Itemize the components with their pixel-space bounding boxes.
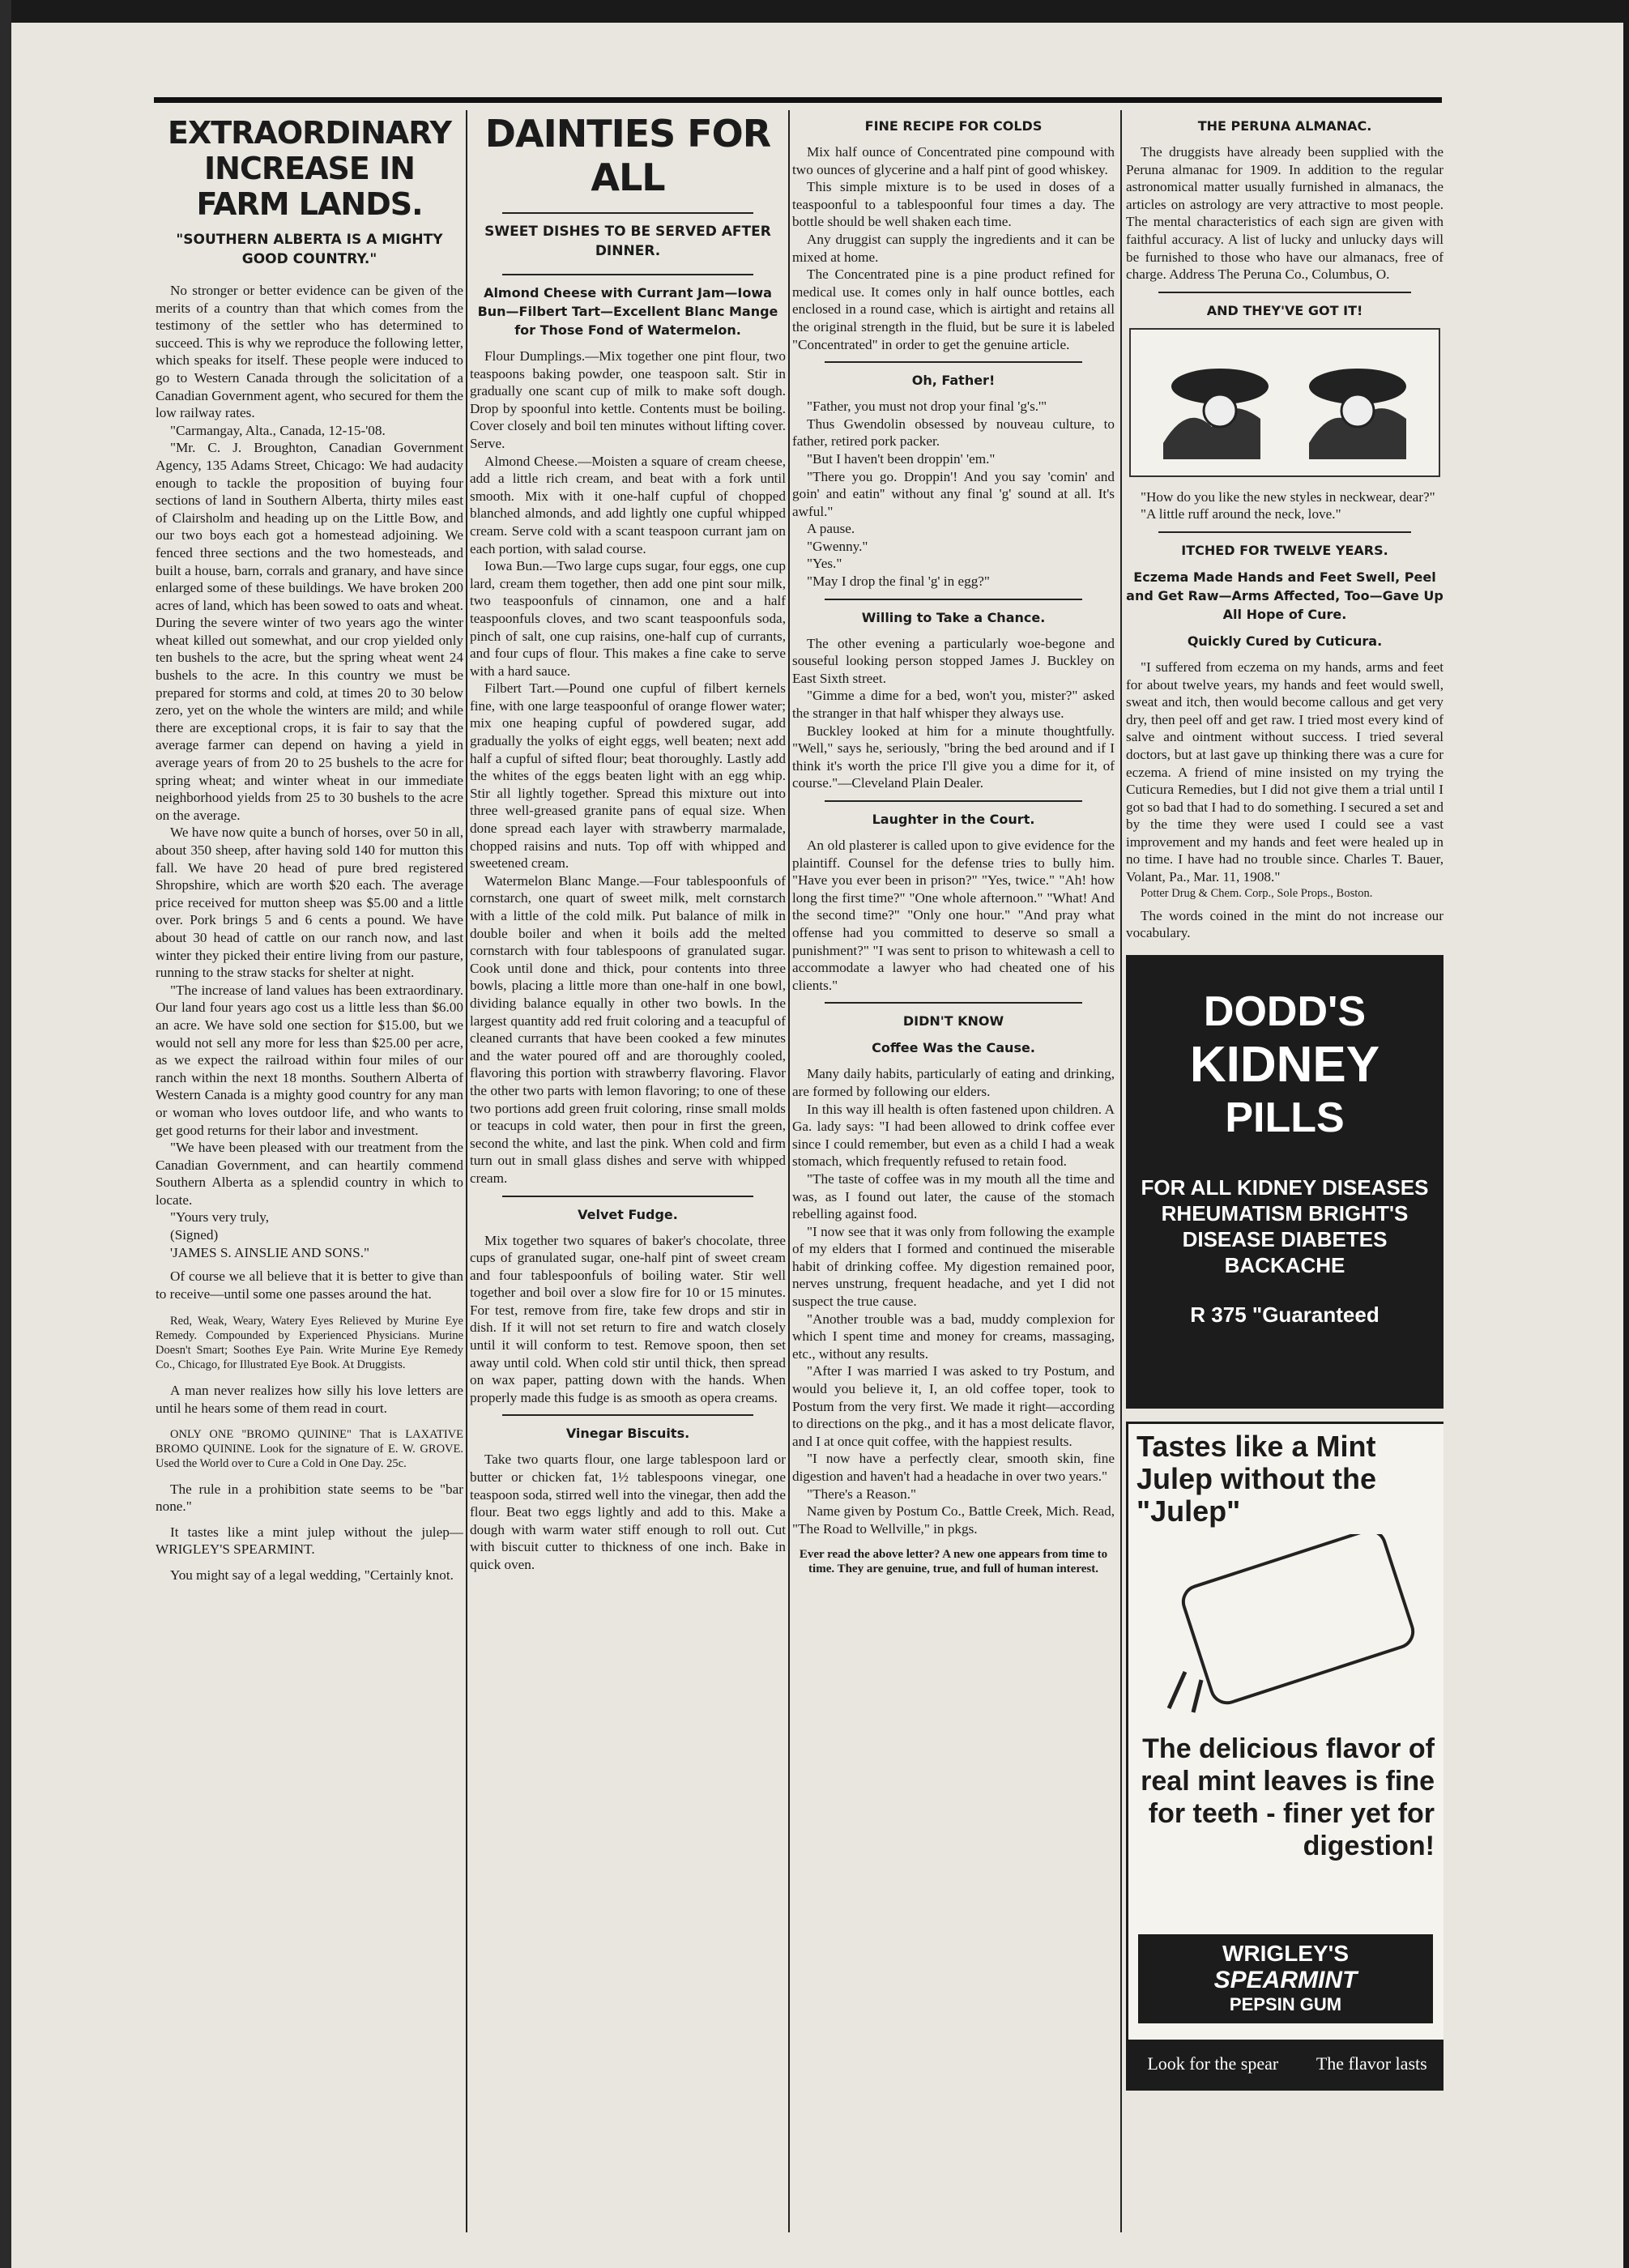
paragraph: "Gwenny." [807,538,868,554]
paragraph: Almond Cheese.—Moisten a square of cream cheese, add a little rich cream, and beat with a fork until smooth. Mix with it one-half cupful of chopped blanched almonds, and add lightly one cupful whipped cream. Serve cold with a scant teaspoon currant jam on each portion, with salad course. [470,453,786,556]
paragraph: An old plasterer is called upon to give evidence for the plaintiff. Counsel for the defense tries to bully him. "Have you ever been in prison?" "Yes, twice." "Ah! how long the first time?" "One whole afternoon." "What! And the second time?" "Only one hour." "And pray what offense had you committed to deserve so small a punishment?" "I was sent to prison to whitewash a cell to accommodate a lawyer who had cheated one of his clients." [792,838,1115,993]
pills-line: PILLS [1225,1094,1345,1141]
paragraph: "May I drop the final 'g' in egg?" [807,573,990,590]
flavor-lasts-text: The flavor lasts [1316,2053,1427,2074]
wrigley-spearmint-ad [1126,1422,1443,2091]
paragraph: "The increase of land values has been extraordinary. Our land four years ago cost us a little less than $6.00 an acre. We have sold one section for $15.00, but we would not sell any more for less than $25.00 per acre, as we expect the railroad within four miles of our ranch within the next 18 months. Southern Alberta of Western Canada is a mighty good country for any man or woman who loves outdoor life, and who wants to get good returns for their labor and investment. [156,982,463,1138]
dodds-line: DODD'S [1203,987,1367,1035]
julep-glass-icon [1128,1534,1443,1720]
divider [825,599,1082,600]
headline-farm-lands: EXTRAORDINARY INCREASE IN FARM LANDS. [167,115,451,222]
cartoon-illustration [1129,328,1440,477]
scan-edge [0,0,11,2268]
paragraph: "I now see that it was only from following the example of my elders that I formed and continued the miserable habit of drinking coffee. My digestion remained poor, nerves unstrung, frequent headache, and yet I did not suspect the true cause. [792,1223,1115,1310]
paragraph: You might say of a legal wedding, "Certainly knot. [170,1567,454,1583]
headline-got-it: AND THEY'VE GOT IT! [1206,302,1363,318]
potter-credit: Potter Drug & Chem. Corp., Sole Props., Boston. [1141,886,1373,900]
paragraph: The Concentrated pine is a pine product refined for medical use. It comes only in half ounce bottles, each enclosed in a round case, which is airtight and retains all the original strength in the fluid, but be sure it is labeled "Concentrated" in order to get the genuine article. [792,266,1115,352]
paragraph: In this way ill health is often fastened upon children. A Ga. lady says: "I had been allowed to drink coffee ever since I could remember, but even as a child I had a weak stomach, which frequently refused to retain food. [792,1101,1115,1170]
subhead-eczema: Eczema Made Hands and Feet Swell, Peel and Get Raw—Arms Affected, Too—Gave Up All Hope of Cure. [1126,569,1443,622]
wrigley-tagline: The delicious flavor of real mint leaves is fine for teeth - finer yet for digestion! [1141,1733,1435,1861]
paragraph: Mix together two squares of baker's chocolate, three cups of granulated sugar, one-half pint of sweet cream and four tablespoonfuls of boiling water. Stir well together and boil over a slow fire for 10 or 15 minutes. For test, remove from fire, take few drops and stir in dish. If it will not set return to fire and watch closely until it will conform to test. Remove spoon, then set away until cold. When cold stir until thick, then spread on wax paper, patting down with the hands. When properly made this fudge is as smooth as opera creams. [470,1232,786,1405]
divider [502,1414,753,1416]
paragraph: "I suffered from eczema on my hands, arms and feet for about twelve years, my hands and feet would swell, sweat and itch, then would become callous and get very dry, then peel off and get raw. I tried most every kind of salve and ointment without success. I tried several doctors, but at last gave up thinking there was a cure for eczema. A friend of mine insisted on my trying the Cuticura Remedies, but I did not give them a trial until I got so bad that I had to do something. I secured a set and by the time they were used I could see a vast improvement and my hands and feet were healed up in no time. I have had no trouble since. Charles T. Bauer, Volant, Pa., Mar. 11, 1908." [1126,659,1443,885]
column-rule [788,110,790,2232]
paragraph: "Another trouble was a bad, muddy complexion for which I spent time and money for creams, massaging, etc., without any results. [792,1311,1115,1362]
headline-dainties: DAINTIES FOR ALL [484,112,771,199]
paragraph: "There's a Reason." [807,1486,917,1502]
paragraph: The words coined in the mint do not increase our vocabulary. [1126,907,1443,941]
divider [825,1002,1082,1004]
paragraph: Buckley looked at him for a minute thoughtfully. "Well," says he, seriously, "bring the bed around and if I think it's worth the price I'll give you a dime for it, of course."—Cleveland Plain Dealer. [792,723,1115,791]
paragraph: Filbert Tart.—Pound one cupful of filbert kernels fine, with one large teaspoonful of orange flower water; mix one heaping cupful of powdered sugar, add gradually the yolks of eight eggs, well beaten; next add half a cupful of sifted flour; beat thoroughly. Lastly add the whites of the eggs beaten light with an egg whip. Stir all lightly together. Spread this mixture out into three well-greased granite pans of equal size. When done spread each layer with strawberry marmalade, chopped raisins and nuts. Top off with whipped and sweetened cream. [470,680,786,872]
gum-flavor: SPEARMINT [1213,1966,1358,1993]
divider [825,800,1082,802]
paragraph: Flour Dumplings.—Mix together one pint flour, two teaspoons baking powder, one teaspoon salt. Stir in gradually one scant cup of milk to make soft dough. Drop by spoonful into kettle. Contents must be boiling. Cover closely and boil ten minutes without lifting cover. Serve. [470,348,786,451]
column-2 [470,110,786,2249]
paragraph: "I now have a perfectly clear, smooth skin, fine digestion and haven't had a headache in over two years." [792,1451,1115,1484]
paragraph: We have now quite a bunch of horses, over 50 in all, about 350 sheep, after having sold 140 for mutton this fall. We have 20 head of pure bred registered Shropshire, which are worth $20 each. The average price received for mutton sheep was $5.00 and a little over. Pork brings 5 and 6 cents a pound. We have about 30 head of cattle on our ranch now, and last winter they picked their entire living from our pasture, running to the straw stacks for shelter at night. [156,825,463,981]
paragraph: "A little ruff around the neck, love." [1141,506,1341,522]
divider [502,274,753,275]
paragraph: "Mr. C. J. Broughton, Canadian Government Agency, 135 Adams Street, Chicago: We had audacity enough to tackle the proposition of buying four sections of land in Southern Alberta, thirty miles east of Clairsholm and heading up on the Little Bow, and our two boys each got a homestead adjoining. We fenced three sections and the two homesteads, and built a house, barn, corrals and granary, and have since enlarged some of these buildings. We have broken 200 acres of land, which has been sowed to oats and wheat. During the severe winter of two years ago the winter wheat killed out somewhat, and our crop yielded only ten bushels to the acre, but the spring wheat went 24 bushels to the acre. In this country we must be prepared for storms and cold, at times 20 to 30 below zero, yet on the whole the winters are mild; and while there are exceptional crops, it is fair to say that the average farmer can depend on having a yield in average years of from 20 to 25 bushels to the acre for spring wheat; and winter wheat in our immediate neighborhood yields from 25 to 30 bushels to the acre on the average. [156,440,463,823]
postum-tagline: Ever read the above letter? A new one appears from time to time. They are genuine, true, and full of human interest. [799,1548,1108,1576]
paragraph: This simple mixture is to be used in doses of a teaspoonful to a tablespoonful four times a day. The bottle should be well shaken each time. [792,179,1115,230]
gum-type: PEPSIN GUM [1229,1993,1342,2014]
paragraph: Take two quarts flour, one large tablespoon lard or butter or chicken fat, 1½ tablespoons vinegar, one teaspoon soda, stirred well into the vinegar, then add the flour. Beat two eggs lightly and add to this. Make a dough with warm water stiff enough to roll out. Cut with biscuit cutter to thickness of one inch. Bake in quick oven. [470,1452,786,1572]
paragraph: "Yes." [807,556,842,572]
paragraph: "The taste of coffee was in my mouth all the time and was, as I found out later, the cause of the stomach rebelling against food. [792,1170,1115,1222]
guaranteed-line: R 375 "Guaranteed [1190,1302,1380,1327]
paragraph: "But I haven't been droppin' 'em." [807,450,996,467]
paragraph: "How do you like the new styles in neckwear, dear?" [1141,488,1435,505]
signature: 'JAMES S. AINSLIE AND SONS." [170,1244,370,1260]
paragraph: (Signed) [170,1227,219,1243]
paragraph: A man never realizes how silly his love letters are until he hears some of them read in court. [156,1383,463,1417]
headline-recipe-colds: FINE RECIPE FOR COLDS [864,118,1043,134]
paragraph: Mix half ounce of Concentrated pine compound with two ounces of glycerine and a half pint of good whiskey. [792,144,1115,177]
gum-brand: WRIGLEY'S [1222,1940,1349,1966]
paragraph: A pause. [807,521,855,537]
paragraph: "After I was married I was asked to try Postum, and would you believe it, I, an old coffee toper, took to Postum from the very first. We made it right—according to directions on the pkg., and it has a most delicate flavor, and I at once quit coffee, with the happiest results. [792,1363,1115,1449]
paragraph: Watermelon Blanc Mange.—Four tablespoonfuls of cornstarch, one quart of sweet milk, melt cornstarch with a little of the cold milk. Put balance of milk in double boiler and when it boils add the melted cornstarch with four tablespoons of granulated sugar. Cook until done and thick, pour contents into three bowls, placing a little more than one-half in one bowl, dividing balance equally in other two bowls. In the largest quantity add red fruit coloring and a teacupful of cleaned currants that have been cooked a few minutes and the water poured off and are thoroughly cooled, flavoring this portion with strawberry flavoring. Flavor the other two parts with lemon flavoring; to one of these two portions add green fruit coloring, rinse small molds or teacups in cold water, then pour in first the green, second the white, and last the pink. When cold and firm turn out in small glass dishes and serve with whipped cream. [470,872,786,1186]
divider [825,361,1082,363]
divider [502,1196,753,1197]
headline-didnt-know: DIDN'T KNOW [902,1013,1004,1030]
divider [1158,531,1411,533]
subhead-recipes: Almond Cheese with Currant Jam—Iowa Bun—Filbert Tart—Excellent Blanc Mange for Those Fond of Watermelon. [477,285,778,338]
paragraph: The rule in a prohibition state seems to be "bar none." [156,1481,463,1515]
cartoon-figures-icon [1131,330,1435,472]
paragraph: Many daily habits, particularly of eating and drinking, are formed by following our elders. [792,1066,1115,1099]
subhead-velvet-fudge: Velvet Fudge. [578,1206,678,1222]
paragraph: Iowa Bun.—Two large cups sugar, four eggs, one cup lard, cream them together, then add one pint sour milk, two teaspoonfuls of cinnamon, one and a half teaspoonfuls cloves, and two scant teaspoonfuls soda, pinch of salt, one cup raisins, one-half cup of currants, and four cups of flour. This makes a fine cake to serve with a hard sauce. [470,558,786,679]
paragraph: The druggists have already been supplied with the Peruna almanac for 1909. In addition to the regular astronomical matter usually furnished in almanacs, the articles on astrology are very attractive to most people. The mental characteristics of each sign are given with faithful accuracy. A list of lucky and unlucky days will be furnished to those who have our almanacs, free of charge. Address The Peruna Co., Columbus, O. [1126,144,1443,283]
paragraph: No stronger or better evidence can be given of the merits of a country than that which comes from the testimony of the settler who has determined to succeed. This is why we reproduce the following letter, which speaks for itself. These people were induced to go to Western Canada through the solicitation of a Canadian Government agent, who secured for them the low railway rates. [156,283,463,421]
paragraph: Thus Gwendolin obsessed by nouveau culture, to father, retired pork packer. [792,416,1115,450]
headline-itched: ITCHED FOR TWELVE YEARS. [1181,542,1388,558]
headline-peruna: THE PERUNA ALMANAC. [1197,118,1372,134]
column-1 [156,110,463,2249]
diseases-line: FOR ALL KIDNEY DISEASES RHEUMATISM BRIGHT'S DISEASE DIABETES BACKACHE [1141,1174,1429,1277]
subhead-vinegar-biscuits: Vinegar Biscuits. [565,1426,690,1442]
subhead-willing: Willing to Take a Chance. [861,609,1046,625]
column-rule [466,110,467,2232]
bromo-ad: ONLY ONE "BROMO QUININE" That is LAXATIVE BROMO QUININE. Look for the signature of E. W. GROVE. Used the World over to Cure a Cold in One Day. 25c. [156,1427,463,1470]
column-rule [1120,110,1122,2232]
column-3 [792,110,1115,2249]
top-rule [154,97,1442,103]
subhead-laughter-court: Laughter in the Court. [872,812,1035,827]
paragraph: The other evening a particularly woe-begone and souseful looking person stopped James J. Buckley on East Sixth street. [792,635,1115,686]
paragraph: "Yours very truly, [170,1209,270,1226]
paragraph: "There you go. Droppin'! And you say 'comin' and goin' and eatin'' without any final 'g' sound at all. It's awful." [792,468,1115,519]
paragraph: "Gimme a dime for a bed, won't you, mister?" asked the stranger in that half whisper they always use. [792,688,1115,722]
paragraph: Name given by Postum Co., Battle Creek, Mich. Read, "The Road to Wellville," in pkgs. [792,1503,1115,1537]
paragraph: "We have been pleased with our treatment from the Canadian Government, and can heartily commend Southern Alberta as a splendid country in which to locate. [156,1140,463,1208]
column-4 [1126,110,1443,2249]
divider [502,212,753,214]
gum-package [1138,1934,1433,2023]
paragraph: Of course we all believe that it is better to give than to receive—until some one passes around the hat. [156,1268,463,1302]
subhead-cuticura: Quickly Cured by Cuticura. [1187,633,1383,649]
subhead-oh-father: Oh, Father! [911,373,996,389]
subhead-coffee-cause: Coffee Was the Cause. [872,1040,1035,1056]
paragraph: "Carmangay, Alta., Canada, 12-15-'08. [170,422,386,438]
wrigley-headline: Tastes like a Mint Julep without the "Julep" [1136,1429,1376,1528]
paragraph: Any druggist can supply the ingredients and it can be mixed at home. [792,231,1115,265]
murine-ad: Red, Weak, Weary, Watery Eyes Relieved by Murine Eye Remedy. Compounded by Experienced Physicians. Murine Doesn't Smart; Soothes Eye Pain. Write Murine Eye Remedy Co., Chicago, for Illustrated Eye Book. At Druggists. [156,1315,463,1372]
deck-southern-alberta: "SOUTHERN ALBERTA IS A MIGHTY GOOD COUNTRY." [176,232,443,267]
paragraph: It tastes like a mint julep without the julep—WRIGLEY'S SPEARMINT. [156,1524,463,1558]
divider [1158,292,1411,293]
deck-sweet-dishes: SWEET DISHES TO BE SERVED AFTER DINNER. [484,224,771,259]
dodds-kidney-pills-ad [1126,955,1443,1409]
kidney-line: KIDNEY [1189,1036,1380,1093]
wrigley-footer [1128,2040,1443,2088]
look-for-spear-text: Look for the spear [1147,2053,1279,2074]
paragraph: "Father, you must not drop your final 'g's.'" [807,399,1047,415]
